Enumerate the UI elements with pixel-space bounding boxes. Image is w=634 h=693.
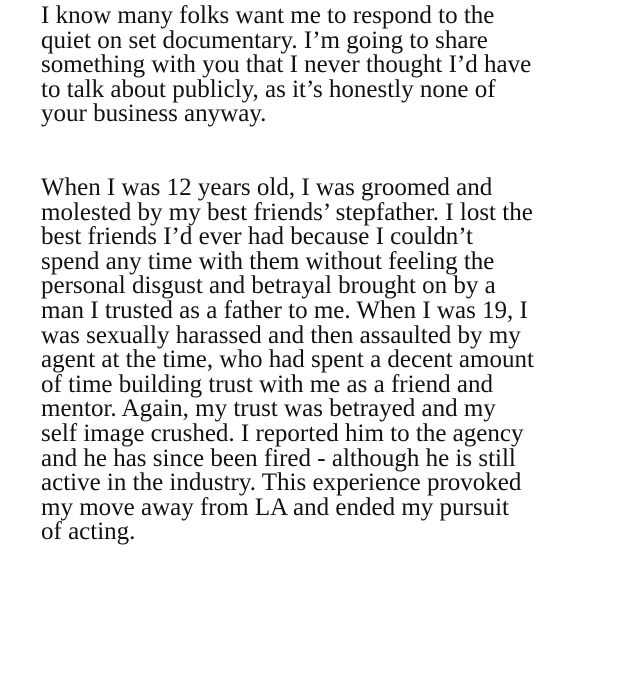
text-line: to talk about publicly, as it’s honestly none of — [41, 75, 496, 103]
text-line: spend any time with them without feeling the — [41, 247, 495, 275]
text-line: I know many folks want me to respond to the — [41, 2, 495, 29]
text-line: best friends I’d ever had because I couldn’t — [41, 223, 474, 251]
text-line: self image crushed. I reported him to the agency — [41, 419, 524, 447]
text-line: When I was 12 years old, I was groomed and — [41, 173, 493, 201]
text-line: man I trusted as a father to me. When I was 19, I — [41, 296, 528, 324]
text-line: active in the industry. This experience provoked — [41, 469, 522, 497]
text-line: mentor. Again, my trust was betrayed and my — [41, 395, 496, 423]
paragraph-1 — [41, 0, 631, 127]
text-line: of acting. — [41, 518, 136, 546]
text-line: something with you that I never thought I’d have — [41, 51, 532, 79]
text-line: my move away from LA and ended my pursuit — [41, 493, 509, 521]
text-line: agent at the time, who had spent a decent amount — [41, 346, 534, 374]
statement-document — [41, 0, 631, 545]
text-line: and he has since been fired - although he is still — [41, 444, 516, 472]
paragraph-spacer — [41, 127, 631, 176]
text-line: molested by my best friends’ stepfather. I lost the — [41, 198, 533, 226]
text-line: personal disgust and betrayal brought on by a — [41, 272, 496, 300]
text-line: of time building trust with me as a friend and — [41, 370, 493, 398]
text-line: was sexually harassed and then assaulted by my — [41, 321, 521, 349]
text-line: your business anyway. — [41, 100, 267, 128]
text-line: quiet on set documentary. I’m going to share — [41, 26, 488, 54]
paragraph-2 — [41, 173, 631, 546]
